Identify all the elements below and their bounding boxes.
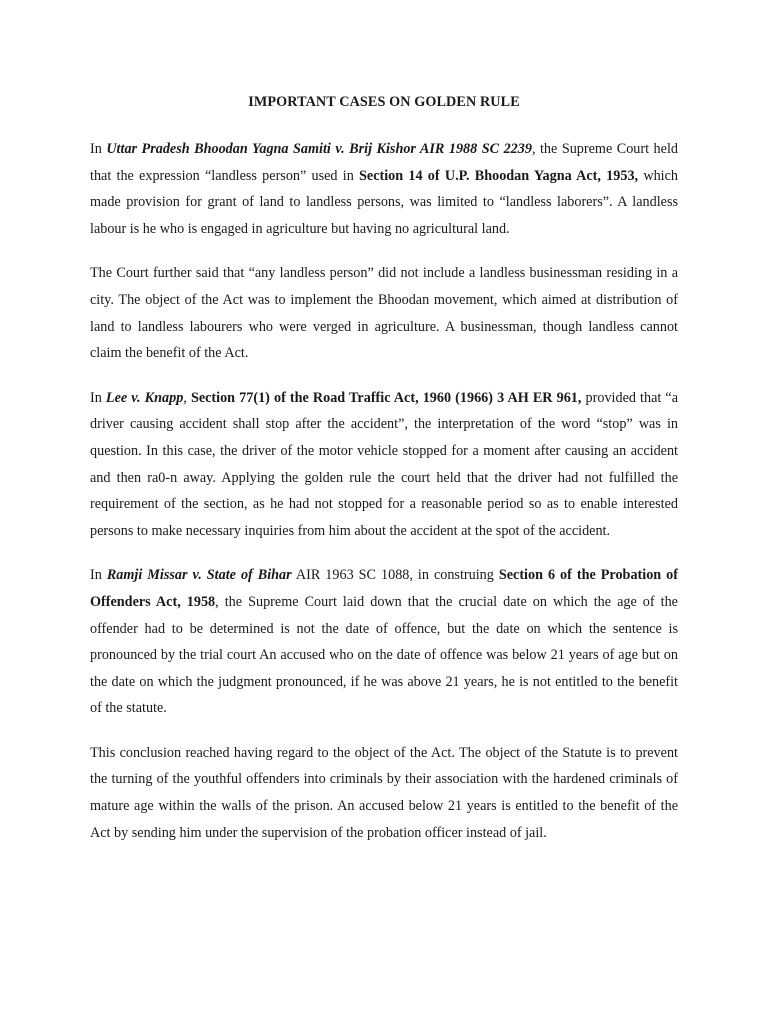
paragraph-lee-v-knapp: [90, 385, 678, 545]
document-title: IMPORTANT CASES ON GOLDEN RULE: [248, 94, 520, 110]
paragraph-up-bhoodan-case: [90, 136, 678, 242]
case-citation: Lee v. Knapp: [105, 389, 184, 406]
statute-reference: Section 14 of U.P. Bhoodan Yagna Act, 1953,: [359, 167, 639, 184]
text-run: , the Supreme Court laid down that the crucial date on which the age of the offender had to be determined is not the date of offence, but the date on which the sentence is pronounced by the trial court An accused who on the date of offence was below 21 years of age but on the date on which the judgment pronounced, if he was above 21 years, he is not entitled to the benefit of the statute.: [90, 593, 678, 717]
text-run: In: [90, 567, 107, 584]
text-run: In: [90, 141, 107, 157]
statute-reference: Section 77(1) of the Road Traffic Act, 1960 (1966) 3 AH ER 961,: [190, 389, 582, 406]
paragraph-landless-businessman: [90, 260, 678, 366]
text-run: , the Supreme Court held that the expression “landless person” used in: [90, 141, 678, 184]
text-run: The Court further said that “any landless person” did not include a landless businessman residing in a city. The object of the Act was to implement the Bhoodan movement, which aimed at distribution of land to landless labourers who were verged in agriculture. A businessman, though landless cannot claim the benefit of the Act.: [90, 265, 678, 362]
paragraph-object-of-statute: [90, 740, 678, 846]
text-run: AIR 1963 SC 1088, in construing: [291, 567, 499, 584]
text-run: In: [90, 389, 106, 406]
text-run: which made provision for grant of land to landless persons, was limited to “landless laborers”. A landless labour is he who is engaged in agriculture but having no agricultural land.: [90, 167, 679, 237]
paragraph-ramji-missar: [90, 562, 678, 722]
case-citation: Ramji Missar v. State of Bihar: [106, 567, 292, 584]
case-citation: Uttar Pradesh Bhoodan Yagna Samiti v. Brij Kishor AIR 1988 SC 2239: [106, 141, 532, 157]
document-page: [90, 92, 678, 864]
statute-reference: Section 6 of the Probation of Offenders Act, 1958: [90, 567, 679, 610]
text-run: ,: [183, 389, 191, 406]
text-run: provided that “a driver causing accident shall stop after the accident”, the interpretation of the word “stop” was in question. In this case, the driver of the motor vehicle stopped for a moment after causing an accident and then ra0-n away. Applying the golden rule the court held that the driver had not fulfilled the requirement of the section, as he had not stopped for a reasonable period so as to enable interested persons to make necessary inquiries from him about the accident at the spot of the accident.: [90, 389, 679, 539]
text-run: This conclusion reached having regard to the object of the Act. The object of the Statute is to prevent the turning of the youthful offenders into criminals by their association with the hardened criminals of mature age within the walls of the prison. An accused below 21 years is entitled to the benefit of the Act by sending him under the supervision of the probation officer instead of jail.: [90, 744, 678, 841]
